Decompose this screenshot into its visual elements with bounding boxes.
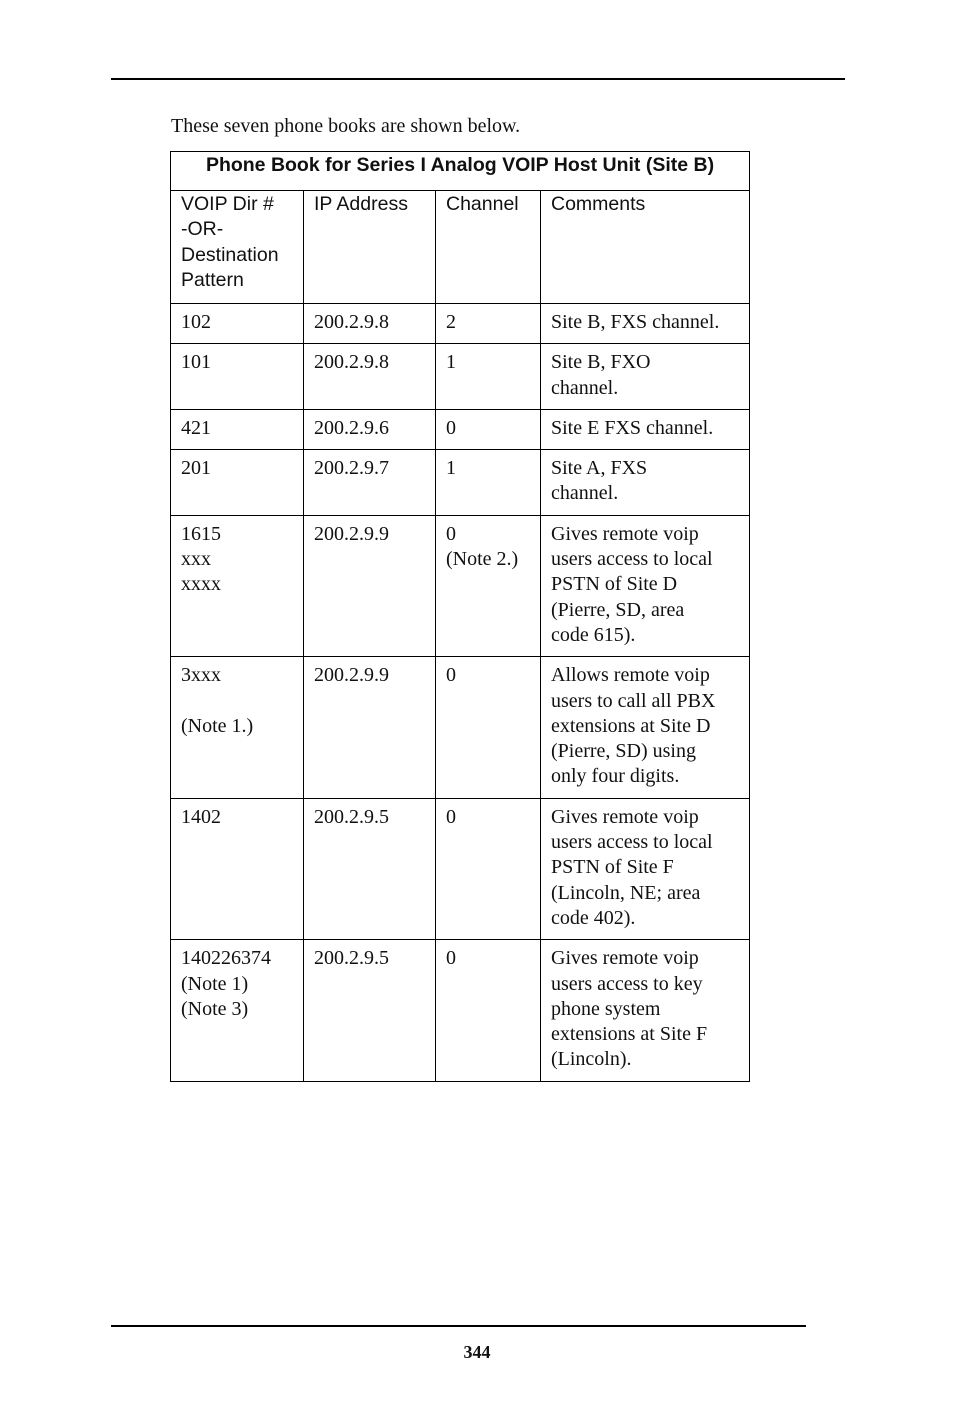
table-row	[171, 515, 750, 656]
table-row	[171, 657, 750, 798]
cell-comments-line: (Pierre, SD) using	[551, 740, 696, 763]
cell-comments-line: Site A, FXS	[551, 457, 648, 480]
cell-channel-line: 0	[446, 664, 456, 687]
cell-comments-line: PSTN of Site D	[551, 573, 678, 596]
table-row	[171, 409, 750, 449]
table-row	[171, 344, 750, 410]
cell-comments	[541, 450, 750, 516]
table-row	[171, 940, 750, 1081]
cell-comments-line: extensions at Site F	[551, 1023, 708, 1046]
cell-voip-dir-line: 421	[181, 416, 211, 439]
cell-voip-dir-line: 102	[181, 311, 211, 333]
cell-voip-dir-line: 140226374	[181, 947, 271, 970]
cell-comments	[541, 798, 750, 939]
cell-ip-address: 200.2.9.9	[304, 657, 436, 798]
cell-voip-dir-line: (Note 3)	[181, 997, 249, 1020]
cell-comments-line: channel.	[551, 376, 619, 399]
table-row	[171, 450, 750, 516]
table-header-row	[171, 191, 750, 304]
cell-channel	[436, 409, 541, 449]
cell-voip-dir-line: 1402	[181, 805, 221, 828]
cell-voip-dir-line	[181, 689, 293, 714]
cell-ip-address: 200.2.9.5	[304, 940, 436, 1081]
cell-comments	[541, 344, 750, 410]
cell-comments-line: Site E FXS channel.	[551, 416, 714, 439]
cell-voip-dir-line: 101	[181, 351, 211, 374]
cell-channel	[436, 304, 541, 344]
cell-ip-address: 200.2.9.5	[304, 798, 436, 939]
header-channel: Channel	[436, 191, 541, 304]
cell-comments-line: Allows remote voip	[551, 664, 710, 687]
header-ip-address: IP Address	[304, 191, 436, 304]
cell-channel-line: 0	[446, 416, 456, 439]
header-voip-dir-line: -OR-	[181, 218, 224, 241]
cell-channel	[436, 657, 541, 798]
cell-voip-dir-line: 201	[181, 457, 211, 480]
cell-comments	[541, 515, 750, 656]
cell-comments-line: channel.	[551, 482, 619, 505]
phone-book-table	[170, 151, 750, 1082]
cell-voip-dir	[171, 409, 304, 449]
cell-ip-address: 200.2.9.8	[304, 344, 436, 410]
cell-comments	[541, 304, 750, 344]
cell-comments-line: Gives remote voip	[551, 522, 699, 545]
cell-voip-dir-line: (Note 1.)	[181, 714, 254, 737]
header-rule	[111, 78, 845, 80]
cell-channel-line: 2	[446, 311, 456, 333]
cell-voip-dir-line: (Note 1)	[181, 972, 249, 995]
cell-voip-dir-line: xxxx	[181, 573, 221, 596]
cell-comments-line: users to call all PBX	[551, 689, 716, 712]
cell-channel	[436, 940, 541, 1081]
header-voip-dir-line: Pattern	[181, 268, 244, 291]
cell-ip-address: 200.2.9.9	[304, 515, 436, 656]
cell-comments-line: users access to local	[551, 831, 713, 854]
cell-comments	[541, 657, 750, 798]
cell-channel	[436, 798, 541, 939]
cell-ip-address: 200.2.9.7	[304, 450, 436, 516]
cell-ip-address: 200.2.9.6	[304, 409, 436, 449]
table-row	[171, 798, 750, 939]
header-comments: Comments	[541, 191, 750, 304]
cell-voip-dir-line: 1615	[181, 522, 221, 545]
footer-rule	[111, 1325, 806, 1327]
cell-channel-line: 0	[446, 805, 456, 828]
intro-paragraph: These seven phone books are shown below.	[171, 115, 521, 137]
cell-comments-line: (Pierre, SD, area	[551, 598, 685, 621]
cell-channel-line: (Note 2.)	[446, 548, 519, 571]
cell-comments	[541, 409, 750, 449]
cell-comments-line: Gives remote voip	[551, 805, 699, 828]
cell-comments-line: only four digits.	[551, 765, 680, 788]
cell-comments-line: extensions at Site D	[551, 714, 711, 737]
cell-channel-line: 1	[446, 457, 456, 480]
table-row	[171, 304, 750, 344]
cell-voip-dir	[171, 450, 304, 516]
cell-voip-dir-line: xxx	[181, 548, 211, 571]
cell-channel-line: 1	[446, 351, 456, 374]
cell-comments-line: code 615).	[551, 623, 636, 646]
cell-voip-dir	[171, 344, 304, 410]
cell-channel	[436, 515, 541, 656]
cell-channel	[436, 450, 541, 516]
cell-voip-dir	[171, 940, 304, 1081]
cell-ip-address: 200.2.9.8	[304, 304, 436, 344]
header-voip-dir-line: VOIP Dir #	[181, 193, 274, 215]
cell-comments-line: PSTN of Site F	[551, 856, 674, 879]
cell-voip-dir	[171, 657, 304, 798]
cell-voip-dir	[171, 515, 304, 656]
cell-comments-line: users access to local	[551, 548, 713, 571]
cell-comments-line: Gives remote voip	[551, 947, 699, 970]
cell-voip-dir-line: 3xxx	[181, 664, 221, 687]
header-voip-dir	[171, 191, 304, 304]
cell-channel	[436, 344, 541, 410]
page-number: 344	[463, 1342, 491, 1362]
cell-voip-dir	[171, 798, 304, 939]
cell-comments-line: Site B, FXS channel.	[551, 311, 720, 333]
cell-channel-line: 0	[446, 947, 456, 970]
cell-comments-line: (Lincoln).	[551, 1048, 632, 1071]
cell-comments-line: users access to key	[551, 972, 703, 995]
cell-comments	[541, 940, 750, 1081]
cell-comments-line: code 402).	[551, 906, 636, 929]
table-title: Phone Book for Series I Analog VOIP Host Unit (Site B)	[171, 152, 750, 191]
header-voip-dir-line: Destination	[181, 243, 279, 266]
cell-comments-line: Site B, FXO	[551, 351, 651, 374]
cell-comments-line: phone system	[551, 997, 661, 1020]
cell-voip-dir	[171, 304, 304, 344]
table-title-row	[171, 152, 750, 191]
cell-comments-line: (Lincoln, NE; area	[551, 881, 701, 904]
cell-channel-line: 0	[446, 522, 456, 545]
